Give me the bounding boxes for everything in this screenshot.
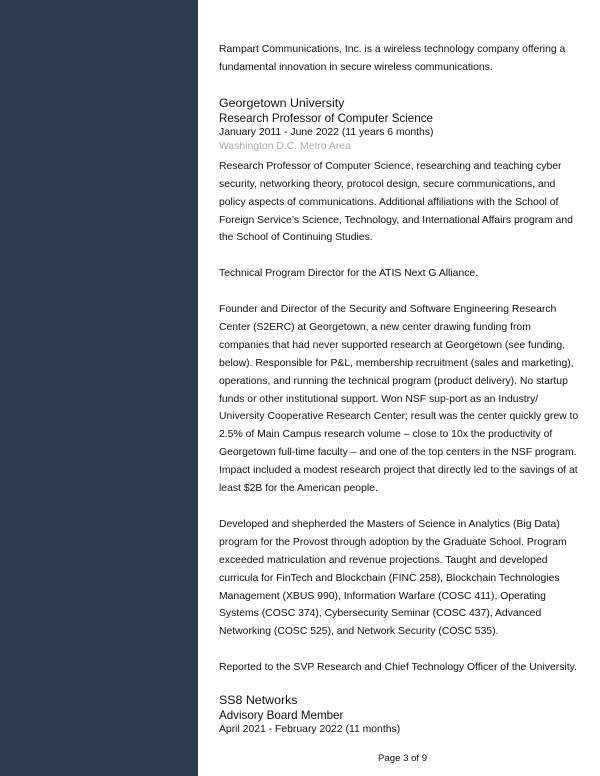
job-organization: SS8 Networks xyxy=(219,693,298,708)
main-content xyxy=(219,41,579,737)
job-paragraph: Research Professor of Computer Science, researching and teaching cyber security, networking theory, protocol design, secure communications, and policy aspects of communications. Additional affiliations with the School of Foreign Service’s Science, Technology, and International Affairs program and the School of Continuing Studies. xyxy=(219,160,573,244)
job-paragraph: Reported to the SVP Research and Chief Technology Officer of the University. xyxy=(219,662,577,674)
job-paragraph: Technical Program Director for the ATIS Next G Alliance. xyxy=(219,268,479,280)
job-paragraph: Founder and Director of the Security and Software Engineering Research Center (S2ERC) at Georgetown, a new center drawing funding from companies that had never supported research at Georgetown (see funding, below). Responsible for P&L, membership recruitment (sales and marketing), operations, and running the technical program (product delivery). No startup funds or other institutional support. Won NSF sup-port as an Industry/ University Cooperative Research Center; result was the center quickly grew to 2.5% of Main Campus research volume – close to 10x the productivity of Georgetown full-time faculty – and one of the top centers in the NSF program. Impact included a modest research project that directly led to the savings of at least $2B for the American people. xyxy=(219,304,579,495)
job-paragraph: Developed and shepherded the Masters of Science in Analytics (Big Data) program for the Provost through adoption by the Graduate School. Program exceeded matriculation and revenue projections. Taught and developed curricula for FinTech and Blockchain (FINC 258), Blockchain Technologies Management (XBUS 990), Information Warfare (COSC 411), Operating Systems (COSC 374), Cybersecurity Seminar (COSC 437), Advanced Networking (COSC 525), and Network Security (COSC 535). xyxy=(219,518,567,638)
job-dates: April 2021 - February 2022 (11 months) xyxy=(219,724,401,736)
job-location: Washington D.C. Metro Area xyxy=(219,140,351,152)
job-title: Research Professor of Computer Science xyxy=(219,111,433,125)
job-ss8 xyxy=(219,693,579,737)
intro-paragraph: Rampart Communications, Inc. is a wireless technology company offering a fundamental innovation in secure wireless communications. xyxy=(219,44,566,73)
job-dates: January 2011 - June 2022 (11 years 6 months) xyxy=(219,126,434,138)
sidebar-panel xyxy=(0,0,198,776)
page-number: Page 3 of 9 xyxy=(378,753,428,764)
job-georgetown xyxy=(219,96,579,677)
job-organization: Georgetown University xyxy=(219,95,345,110)
job-title: Advisory Board Member xyxy=(219,709,344,723)
